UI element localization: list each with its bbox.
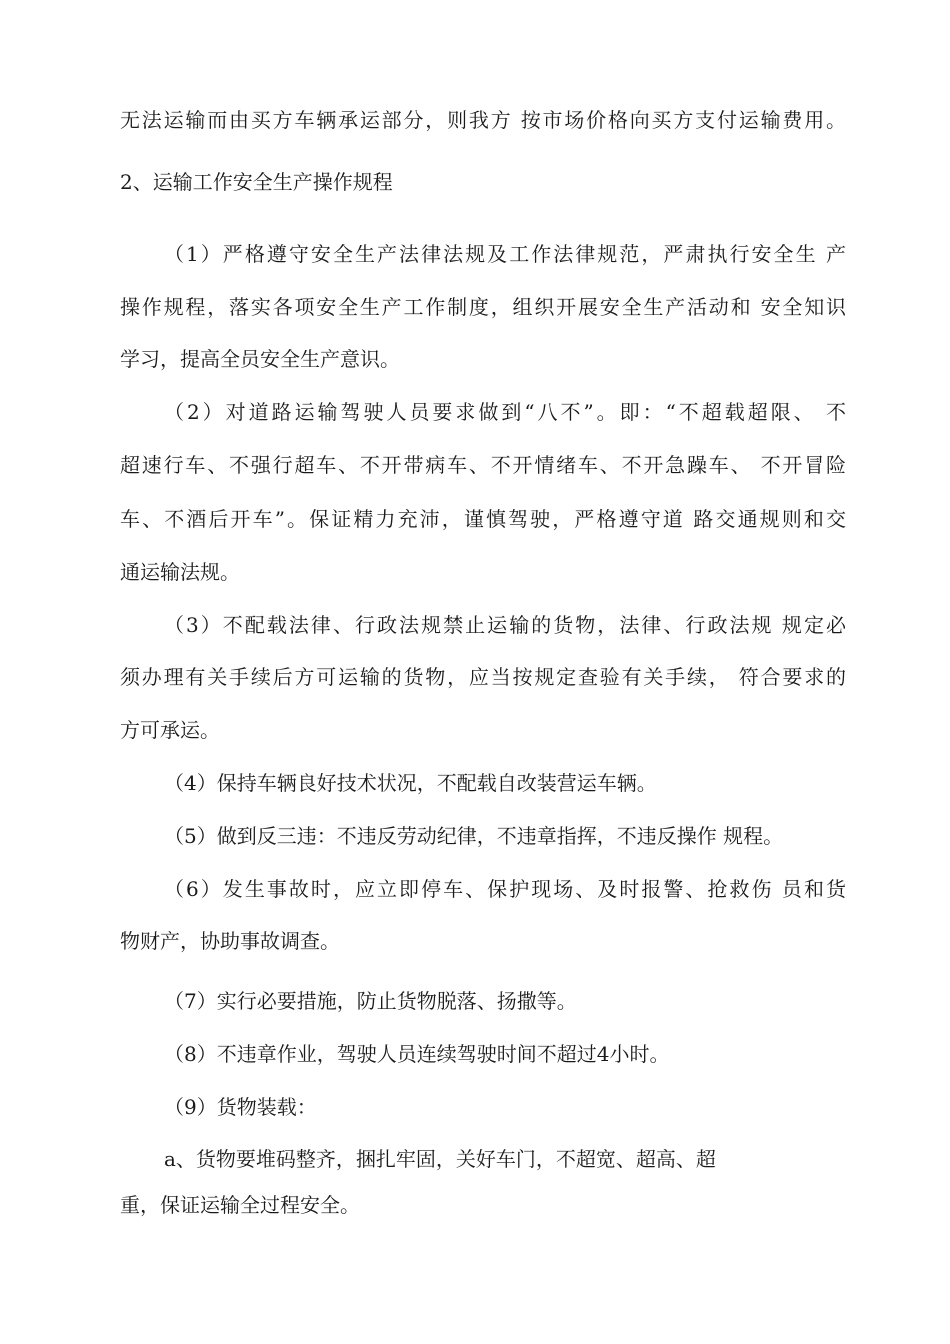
section-heading: 2、运输工作安全生产操作规程 — [120, 170, 393, 194]
text-line-4: 操作规程，落实各项安全生产工作制度，组织开展安全生产活动和 安全知识 — [120, 295, 846, 319]
text-line-19: （9）货物装载： — [164, 1095, 317, 1119]
text-line-8: 车、不酒后开车”。保证精力充沛，谨慎驾驶，严格遵守道 路交通规则和交 — [120, 507, 846, 531]
text-line-12: 方可承运。 — [120, 718, 220, 742]
text-line-11: 须办理有关手续后方可运输的货物，应当按规定查验有关手续， 符合要求的 — [120, 665, 846, 689]
text-line-15: （6）发生事故时，应立即停车、保护现场、及时报警、抢救伤 员和货 — [164, 877, 846, 901]
text-line-10: （3）不配载法律、行政法规禁止运输的货物，法律、行政法规 规定必 — [164, 613, 846, 637]
text-line-20: a、货物要堆码整齐，捆扎牢固，关好车门，不超宽、超高、超 — [164, 1147, 716, 1171]
text-line-17: （7）实行必要措施，防止货物脱落、扬撒等。 — [164, 989, 577, 1013]
text-line-16: 物财产，协助事故调查。 — [120, 929, 340, 953]
text-line-14: （5）做到反三违：不违反劳动纪律，不违章指挥，不违反操作 规程。 — [164, 824, 784, 848]
text-line-7: 超速行车、不强行超车、不开带病车、不开情绪车、不开急躁车、 不开冒险 — [120, 453, 846, 477]
text-line-3: （1）严格遵守安全生产法律法规及工作法律规范，严肃执行安全生 产 — [164, 242, 846, 266]
text-line-5: 学习，提高全员安全生产意识。 — [120, 347, 400, 371]
text-line-21: 重，保证运输全过程安全。 — [120, 1193, 360, 1217]
text-line-1: 无法运输而由买方车辆承运部分，则我方 按市场价格向买方支付运输费用。 — [120, 108, 846, 132]
text-line-9: 通运输法规。 — [120, 560, 240, 584]
text-line-18: （8）不违章作业，驾驶人员连续驾驶时间不超过4小时。 — [164, 1042, 670, 1066]
text-line-13: （4）保持车辆良好技术状况，不配载自改装营运车辆。 — [164, 771, 657, 795]
text-line-6: （2）对道路运输驾驶人员要求做到“八不”。即：“不超载超限、 不 — [164, 400, 846, 424]
